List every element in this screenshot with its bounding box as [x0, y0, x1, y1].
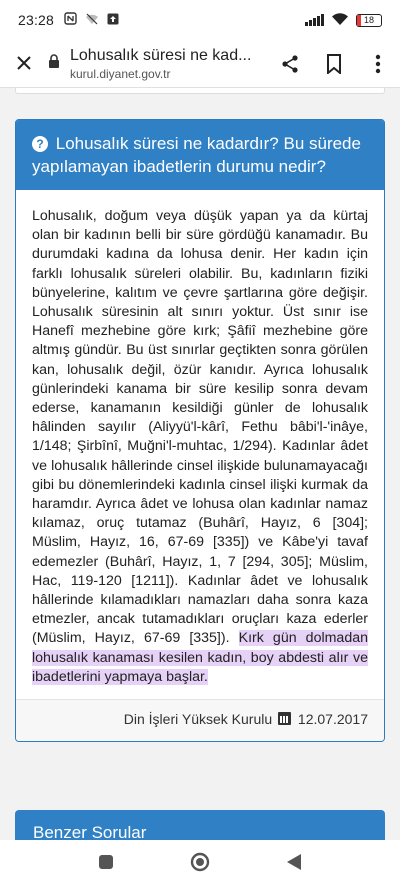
- nfc-icon: [64, 12, 77, 28]
- signal-icon: [305, 14, 324, 26]
- upload-icon: [107, 13, 119, 28]
- battery-level: 18: [363, 15, 374, 25]
- square-icon: [98, 854, 114, 870]
- system-nav-bar: [0, 840, 400, 888]
- calendar-icon: [278, 712, 291, 725]
- share-button[interactable]: [268, 54, 312, 74]
- question-text: Lohusalık süresi ne kadardır? Bu sürede yapılamayan ibadetlerin durumu nedir?: [32, 134, 361, 176]
- page-content[interactable]: [0, 88, 400, 840]
- answer-source: Din İşleri Yüksek Kurulu: [123, 711, 273, 728]
- wifi-icon: [332, 12, 348, 28]
- answer-footer: [16, 699, 384, 741]
- wifi-off-icon: [85, 13, 99, 28]
- share-icon: [280, 54, 300, 74]
- circle-icon: [190, 852, 210, 872]
- close-icon: [16, 55, 32, 71]
- answer-body: [16, 190, 384, 699]
- back-button[interactable]: [286, 853, 302, 876]
- home-button[interactable]: [190, 852, 210, 877]
- browser-toolbar: [0, 40, 400, 88]
- answer-highlighted-text: Kırk gün dolmadan lohusalık kanaması kesilen kadın, boy abdesti alır ve ibadetlerini yapmaya başlar.: [32, 630, 368, 685]
- previous-card-edge: [15, 88, 385, 94]
- question-header: [16, 120, 384, 190]
- triangle-back-icon: [286, 853, 302, 871]
- question-circle-icon: ?: [32, 136, 48, 152]
- question-card: [15, 119, 385, 742]
- similar-questions-title: Benzer Sorular: [33, 823, 147, 840]
- more-button[interactable]: [356, 54, 400, 74]
- answer-date: 12.07.2017: [297, 711, 368, 728]
- recents-button[interactable]: [98, 854, 114, 875]
- status-bar: [0, 0, 400, 40]
- bookmark-button[interactable]: [312, 54, 356, 74]
- lock-icon: [48, 54, 64, 74]
- similar-questions-header: [15, 810, 385, 840]
- close-button[interactable]: [0, 50, 48, 78]
- status-time: 23:28: [18, 12, 55, 28]
- page-url: kurul.diyanet.gov.tr: [70, 66, 171, 81]
- answer-text: Lohusalık, doğum veya düşük yapan ya da kürtaj olan bir kadının belli bir süre gördüğü kanamadır. Bu durumdaki kadına da lohusa denir. Her kadın için farklı lohusalık süreleri olabilir. Bu, kadınların fiziki bünyelerine, kalıtım ve çevre şartlarına göre değişir. Lohusalık süresinin alt sınırı yoktur. Üst sınır ise Hanefî mezhebine göre kırk; Şâfiî mezhebine göre altmış gündür. Bu üst sınırlar geçtikten sonra görülen kan, lohusalık değil, özür kanıdır. Ayrıca lohusalık günlerindeki kanama bir süre kesilip sonra devam ederse, kanamanın kesildiği günler de lohusalık hâlinden sayılır (Aliyyü'l-kârî, Fethu bâbi'l-'inâye, 1/148; Şirbînî, Muğni'l-muhtac, 1/294). Kadınlar âdet ve lohusalık hâllerinde cinsel ilişkide bulunamayacağı gibi bu dönemlerindeki kadınla cinsel ilişki kurmak da haramdır. Ayrıca âdet ve lohusa olan kadınlar namaz kılamaz, oruç tutamaz (Buhârî, Hayız, 6 [304]; Müslim, Hayız, 16, 67-69 [335]) ve Kâbe'yi tavaf edemezler (Buhârî, Hayız, 1, 7 [294, 305]; Müslim, Hac, 119-120 [1211]). Kadınlar âdet ve lohusalık hâllerinde kılamadıkları namazları daha sonra kaza etmezler, ancak tutamadıkları oruçları kaza ederler (Müslim, Hayız, 67-69 [335]).: [32, 208, 368, 647]
- bookmark-icon: [326, 54, 342, 74]
- battery-icon: [356, 14, 382, 27]
- page-title: Lohusalık süresi ne kad...: [70, 46, 252, 64]
- address-area[interactable]: [70, 47, 268, 81]
- more-vert-icon: [375, 54, 381, 74]
